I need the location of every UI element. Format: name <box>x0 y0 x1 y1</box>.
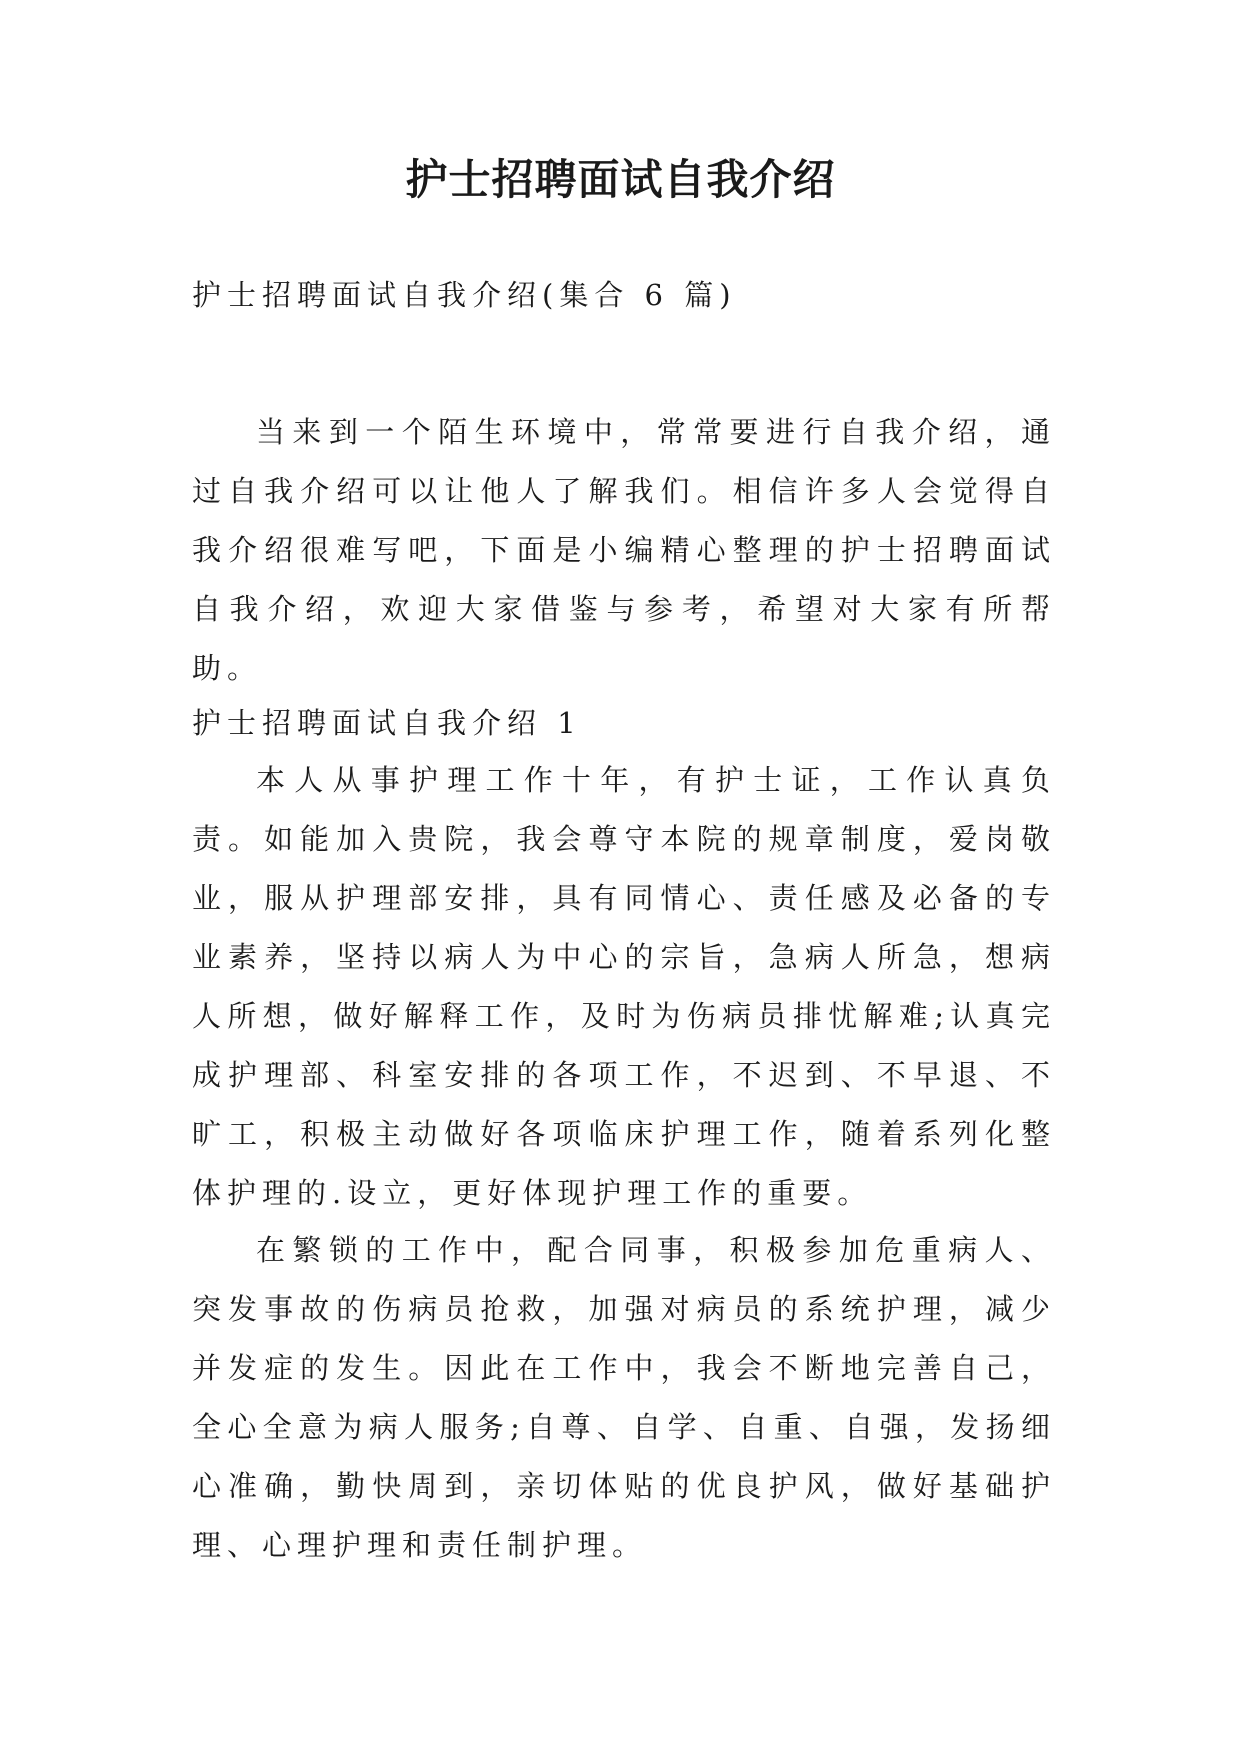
body-paragraph: 在繁锁的工作中，配合同事，积极参加危重病人、突发事故的伤病员抢救，加强对病员的系统护理，减少并发症的发生。因此在工作中，我会不断地完善自己，全心全意为病人服务;自尊、自学、自重、自强，发扬细心准确，勤快周到，亲切体贴的优良护风，做好基础护理、心理护理和责任制护理。 <box>192 1233 1056 1562</box>
intro-paragraph: 当来到一个陌生环境中，常常要进行自我介绍，通过自我介绍可以让他人了解我们。相信许多人会觉得自我介绍很难写吧，下面是小编精心整理的护士招聘面试自我介绍，欢迎大家借鉴与参考，希望对大家有所帮助。 <box>192 415 1056 685</box>
document-subtitle: 护士招聘面试自我介绍(集合 6 篇) <box>192 278 737 312</box>
document-title: 护士招聘面试自我介绍 <box>405 155 836 204</box>
section-heading: 护士招聘面试自我介绍 1 <box>192 706 582 740</box>
body-paragraph: 本人从事护理工作十年，有护士证，工作认真负责。如能加入贵院，我会尊守本院的规章制度，爱岗敬业，服从护理部安排，具有同情心、责任感及必备的专业素养，坚持以病人为中心的宗旨，急病人所急，想病人所想，做好解释工作，及时为伤病员排忧解难;认真完成护理部、科室安排的各项工作，不迟到、不早退、不旷工，积极主动做好各项临床护理工作，随着系列化整体护理的.设立，更好体现护理工作的重要。 <box>192 763 1056 1210</box>
